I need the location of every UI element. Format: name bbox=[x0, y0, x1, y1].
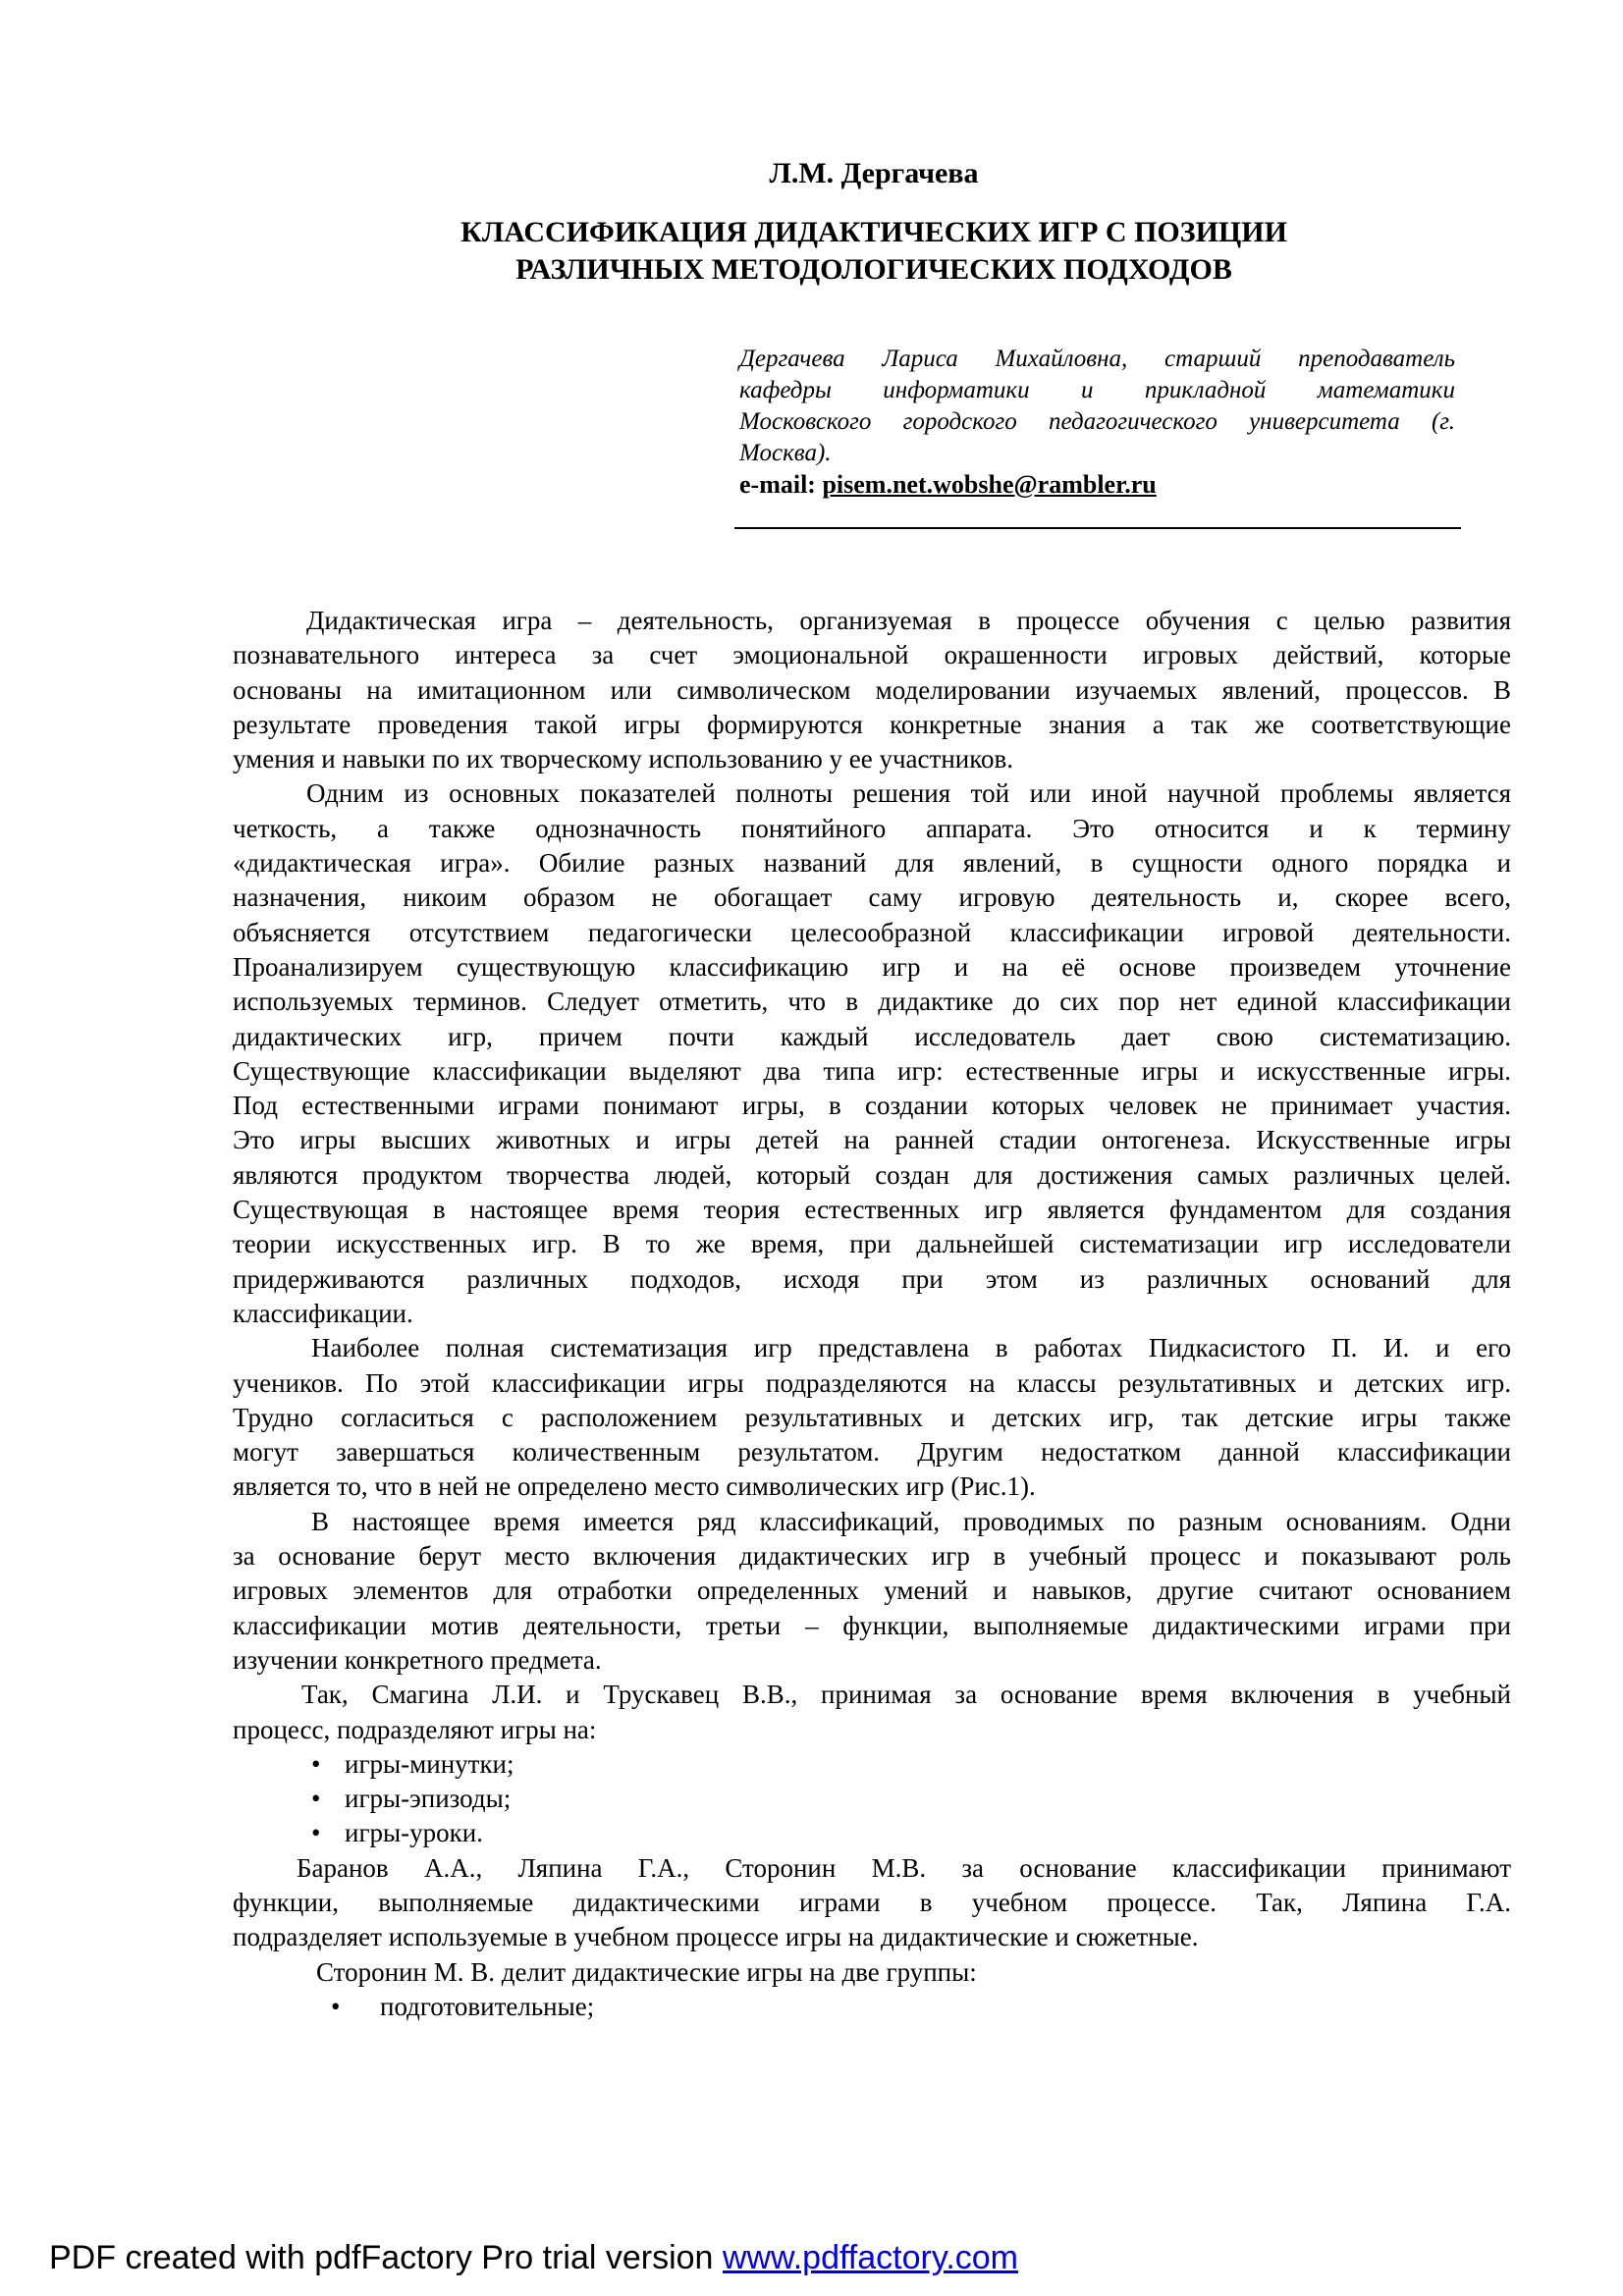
list-item bbox=[233, 1747, 1511, 1782]
paragraph-1 bbox=[233, 604, 1511, 776]
text-line: классификации мотив деятельности, третьи – функции, выполняемые дидактическими играми при bbox=[233, 1610, 1511, 1640]
bullet-marker: • bbox=[331, 1991, 341, 2021]
bullet-marker: • bbox=[311, 1748, 321, 1779]
text-line: Так, Смагина Л.И. и Трускавец В.В., принимая за основание время включения в учебный bbox=[301, 1680, 1511, 1710]
text-line: дидактических игр, причем почти каждый исследователь дает свою систематизацию. bbox=[233, 1021, 1511, 1051]
paragraph-6 bbox=[233, 1851, 1511, 1955]
text-line: изучении конкретного предмета. bbox=[233, 1644, 602, 1675]
text-line: Проанализируем существующую классификацию игр и на её основе произведем уточнение bbox=[233, 951, 1511, 982]
text-line: четкость, а также однозначность понятийного аппарата. Это относится и к термину bbox=[233, 813, 1511, 843]
affiliation-line: Дергачева Лариса Михайловна, старший преподаватель bbox=[739, 346, 1455, 372]
pdf-footer bbox=[49, 2238, 1018, 2277]
text-line: функции, выполняемые дидактическими играми в учебном процессе. Так, Ляпина Г.А. bbox=[233, 1887, 1511, 1917]
bullet-list-1 bbox=[233, 1747, 1511, 1851]
text-line: основаны на имитационном или символическом моделировании изучаемых явлений, процессов. В bbox=[233, 674, 1511, 705]
text-line: используемых терминов. Следует отметить, что в дидактике до сих пор нет единой классификации bbox=[233, 987, 1511, 1017]
text-line: Дидактическая игра – деятельность, организуемая в процессе обучения с целью развития bbox=[306, 606, 1511, 635]
article-title bbox=[0, 214, 1623, 289]
text-line: познавательного интереса за счет эмоциональной окрашенности игровых действий, которые bbox=[233, 640, 1511, 670]
footer-link[interactable]: www.pdffactory.com bbox=[722, 2239, 1018, 2276]
email-label: e-mail: bbox=[739, 470, 816, 499]
text-line: Сторонин М. В. делит дидактические игры на две группы: bbox=[316, 1956, 977, 1987]
text-line: Существующие классификации выделяют два типа игр: естественные игры и искусственные игры. bbox=[233, 1055, 1511, 1086]
title-line: РАЗЛИЧНЫХ МЕТОДОЛОГИЧЕСКИХ ПОДХОДОВ bbox=[515, 253, 1232, 286]
paragraph-2 bbox=[233, 776, 1511, 1331]
text-line: является то, что в ней не определено место символических игр (Рис.1). bbox=[233, 1471, 1036, 1502]
text-line: Существующая в настоящее время теория естественных игр является фундаментом для создания bbox=[233, 1195, 1511, 1225]
list-item-text: игры-минутки; bbox=[345, 1748, 514, 1779]
list-item-text: подготовительные; bbox=[380, 1991, 595, 2021]
affiliation-line: Москва). bbox=[739, 440, 832, 466]
text-line: Под естественными играми понимают игры, в создании которых человек не принимает участия. bbox=[233, 1091, 1511, 1121]
text-line: учеников. По этой классификации игры подразделяются на классы результативных и детских игр. bbox=[233, 1367, 1511, 1398]
text-line: назначения, никоим образом не обогащает саму игровую деятельность и, скорее всего, bbox=[233, 882, 1511, 913]
list-item bbox=[233, 1816, 1511, 1850]
text-line: являются продуктом творчества людей, который создан для достижения самых различных целей. bbox=[233, 1159, 1511, 1190]
paragraph-3 bbox=[233, 1331, 1511, 1504]
text-line: могут завершаться количественным результатом. Другим недостатком данной классификации bbox=[233, 1437, 1511, 1468]
text-line: Это игры высших животных и игры детей на ранней стадии онтогенеза. Искусственные игры bbox=[233, 1125, 1511, 1155]
text-line: Баранов А.А., Ляпина Г.А., Сторонин М.В. за основание классификации принимают bbox=[297, 1852, 1511, 1883]
text-line: процесс, подразделяют игры на: bbox=[233, 1714, 597, 1744]
text-line: Наиболее полная систематизация игр представлена в работах Пидкасистого П. И. и его bbox=[311, 1333, 1511, 1363]
text-line: за основание берут место включения дидактических игр в учебный процесс и показывают роль bbox=[233, 1541, 1511, 1572]
text-line: умения и навыки по их творческому использованию у ее участников. bbox=[233, 744, 1013, 774]
paragraph-5 bbox=[233, 1678, 1511, 1747]
text-line: «дидактическая игра». Обилие разных названий для явлений, в сущности одного порядка и bbox=[233, 848, 1511, 879]
text-line: подразделяет используемые в учебном процессе игры на дидактические и сюжетные. bbox=[233, 1922, 1199, 1952]
affiliation-line: Московского городского педагогического университета (г. bbox=[739, 408, 1455, 435]
text-line: В настоящее время имеется ряд классификаций, проводимых по разным основаниям. Одни bbox=[311, 1506, 1511, 1536]
paragraph-7 bbox=[233, 1955, 1511, 1990]
text-line: Одним из основных показателей полноты решения той или иной научной проблемы является bbox=[306, 778, 1511, 809]
author-name: Л.М. Дергачева bbox=[769, 157, 979, 189]
list-item bbox=[233, 1990, 1511, 2024]
text-line: Трудно согласиться с расположением результативных и детских игр, так детские игры также bbox=[233, 1402, 1511, 1432]
bullet-list-2 bbox=[233, 1990, 1511, 2024]
affiliation-line: кафедры информатики и прикладной математики bbox=[739, 377, 1455, 403]
bullet-marker: • bbox=[311, 1784, 321, 1814]
list-item-text: игры-уроки. bbox=[345, 1818, 483, 1848]
author-affiliation bbox=[739, 344, 1455, 469]
list-item-text: игры-эпизоды; bbox=[345, 1784, 512, 1814]
list-item bbox=[233, 1782, 1511, 1816]
text-line: объясняется отсутствием педагогически целесообразной классификации игровой деятельности. bbox=[233, 917, 1511, 947]
separator-rule bbox=[734, 527, 1461, 529]
author-email bbox=[739, 469, 1157, 501]
title-line: КЛАССИФИКАЦИЯ ДИДАКТИЧЕСКИХ ИГР С ПОЗИЦИИ bbox=[460, 216, 1287, 248]
text-line: классификации. bbox=[233, 1298, 413, 1328]
paragraph-4 bbox=[233, 1505, 1511, 1678]
text-line: теории искусственных игр. В то же время, при дальнейшей систематизации игр исследователи bbox=[233, 1229, 1511, 1259]
article-body bbox=[233, 604, 1511, 2024]
text-line: придерживаются различных подходов, исходя при этом из различных оснований для bbox=[233, 1263, 1511, 1294]
bullet-marker: • bbox=[311, 1818, 321, 1848]
footer-text: PDF created with pdfFactory Pro trial version bbox=[49, 2239, 723, 2276]
text-line: игровых элементов для отработки определенных умений и навыков, другие считают основанием bbox=[233, 1575, 1511, 1606]
text-line: результате проведения такой игры формируются конкретные знания а так же соответствующие bbox=[233, 709, 1511, 739]
email-link[interactable]: pisem.net.wobshe@rambler.ru bbox=[822, 470, 1157, 499]
